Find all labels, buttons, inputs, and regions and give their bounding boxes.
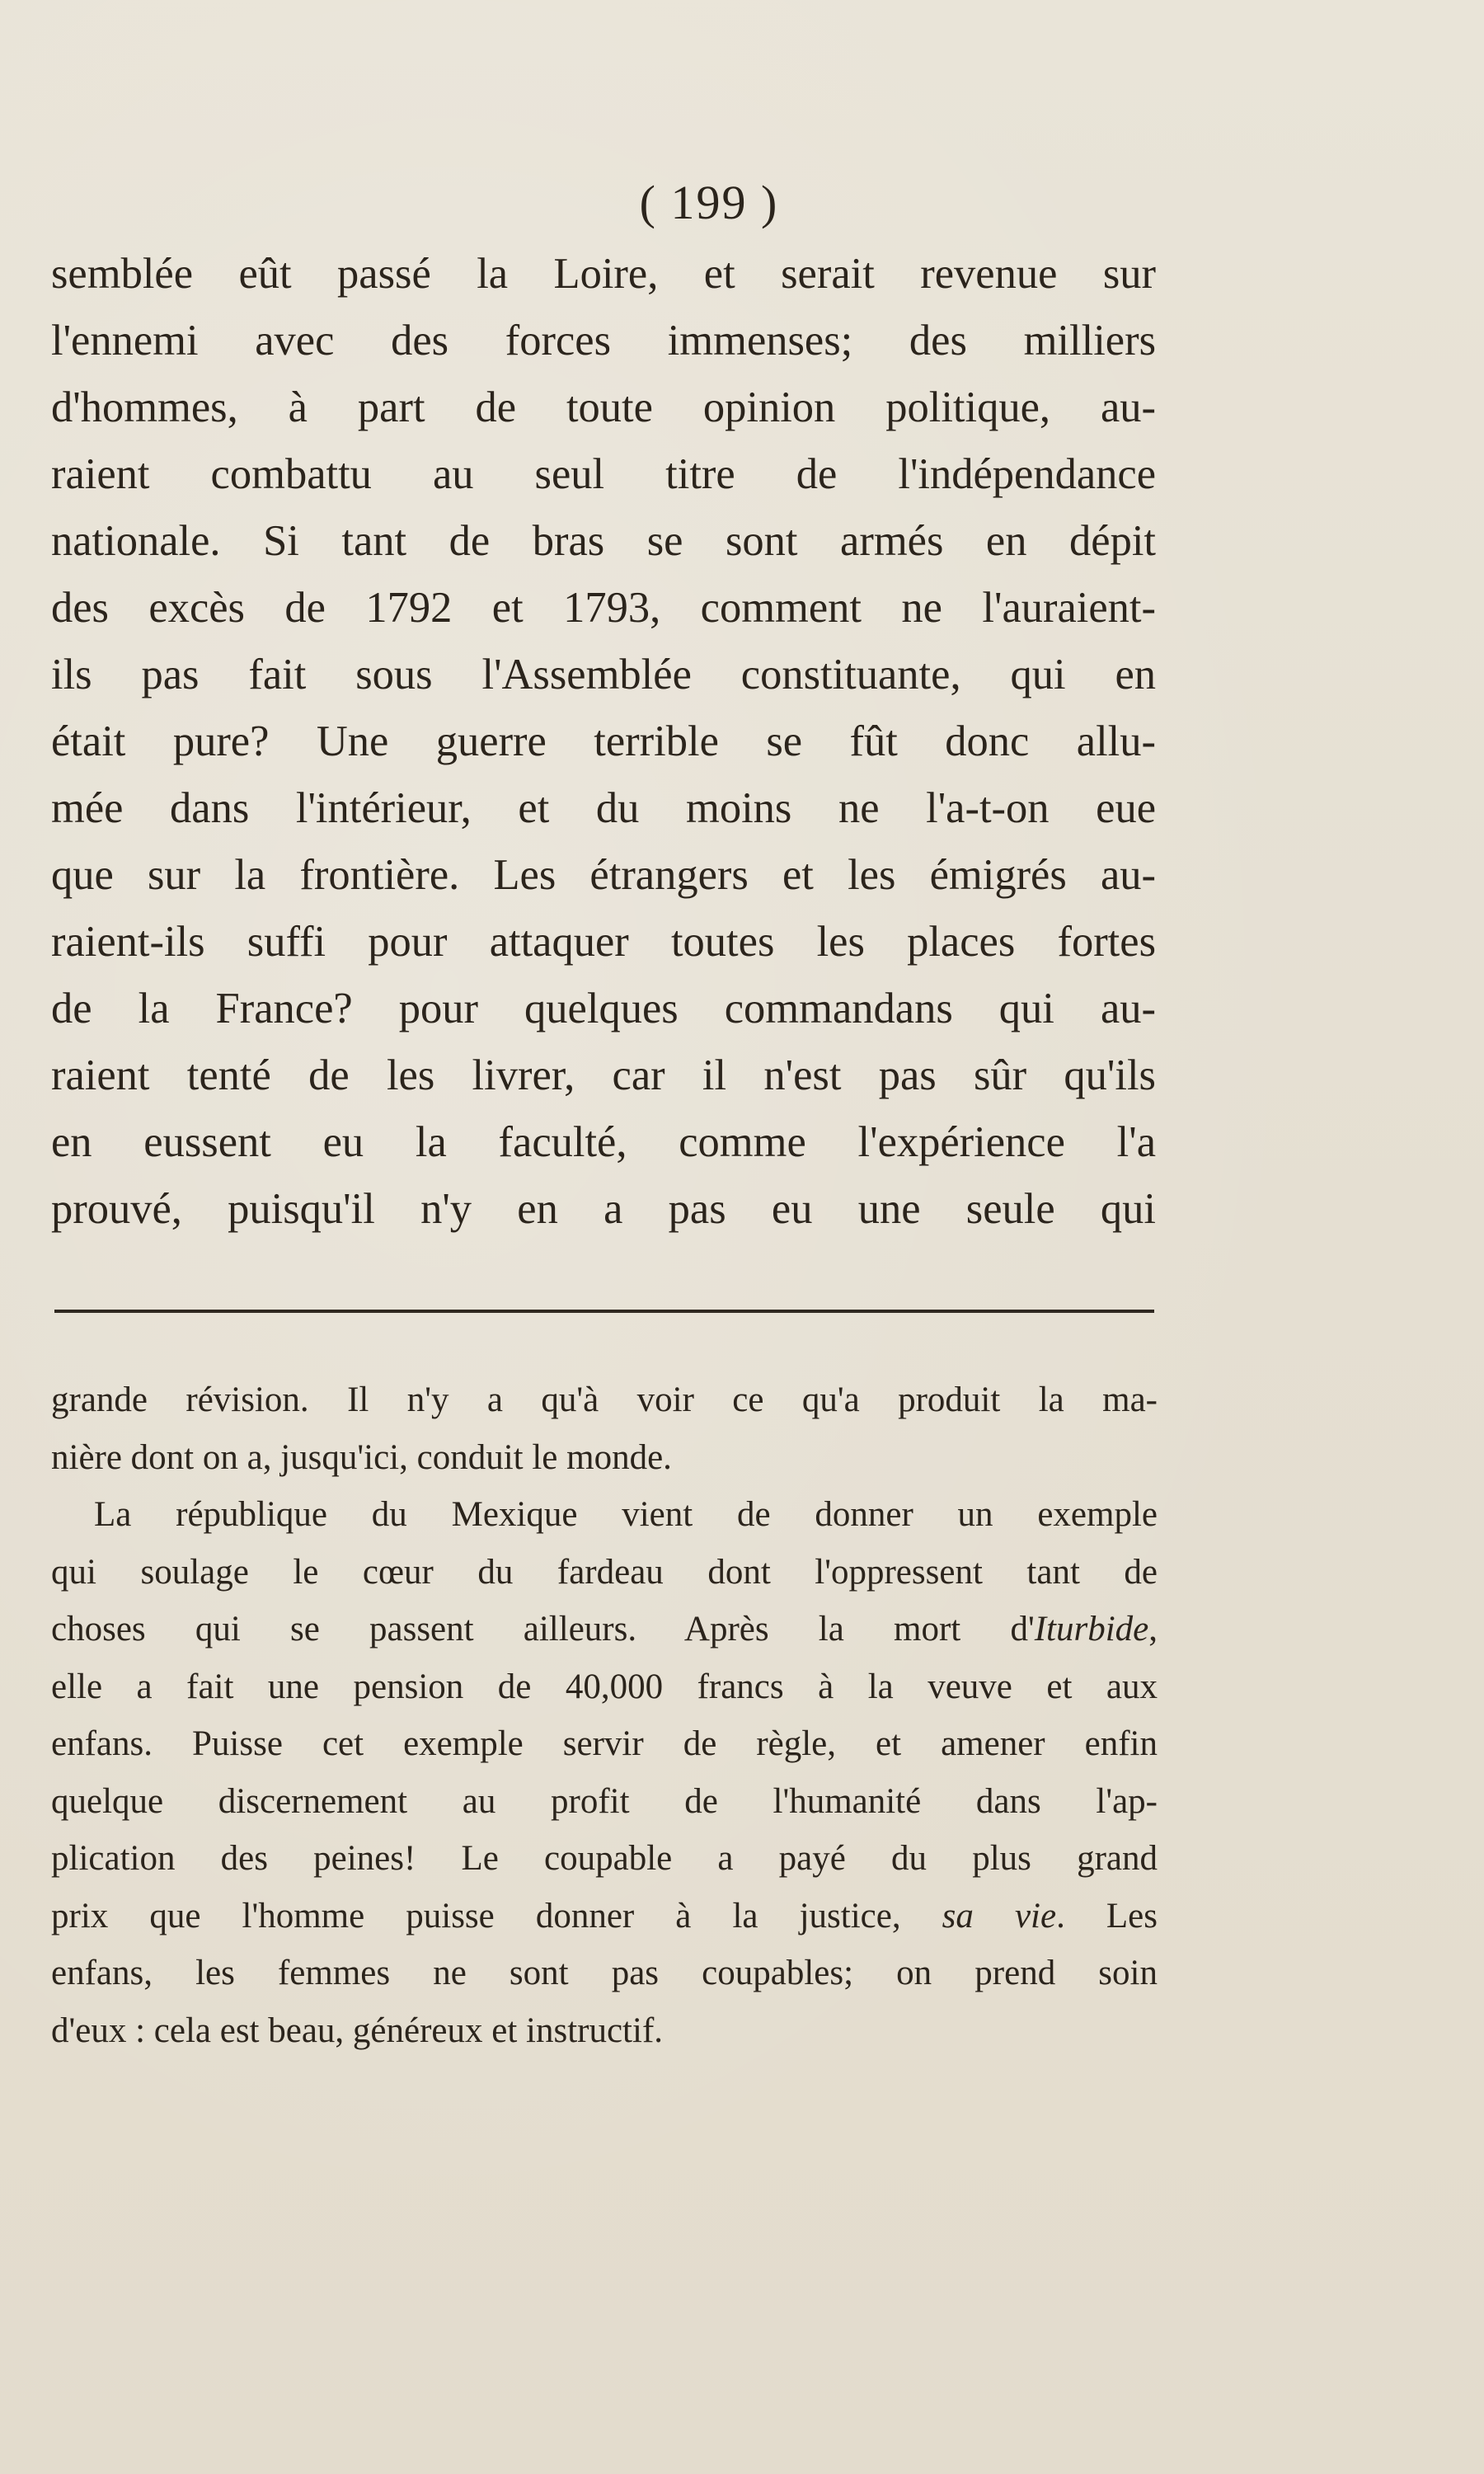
footnote-line: La république du Mexique vient de donner un exemple xyxy=(94,1495,1158,1534)
main-text-line: en eussent eu la faculté, comme l'expérience l'a xyxy=(51,1118,1156,1166)
page-number: ( 199 ) xyxy=(639,176,779,229)
main-text-line: nationale. Si tant de bras se sont armés en dépit xyxy=(51,517,1156,565)
main-text-line: raient tenté de les livrer, car il n'est pas sûr qu'ils xyxy=(51,1051,1156,1099)
footnote-line: enfans, les femmes ne sont pas coupables; on prend soin xyxy=(51,1954,1158,1992)
main-text-line: mée dans l'intérieur, et du moins ne l'a-t-on eue xyxy=(51,784,1156,832)
footnote-line: nière dont on a, jusqu'ici, conduit le monde. xyxy=(51,1437,672,1477)
main-text-line: de la France? pour quelques commandans qui au- xyxy=(51,985,1156,1032)
footnote-line: enfans. Puisse cet exemple servir de règle, et amener enfin xyxy=(51,1724,1158,1763)
footnote-line: qui soulage le cœur du fardeau dont l'oppressent tant de xyxy=(51,1552,1158,1592)
footnote-line: elle a fait une pension de 40,000 francs à la veuve et aux xyxy=(51,1667,1158,1706)
main-text-line: ils pas fait sous l'Assemblée constituante, qui en xyxy=(51,651,1156,698)
main-text-line: d'hommes, à part de toute opinion politique, au- xyxy=(51,383,1156,431)
main-text-line: prouvé, puisqu'il n'y en a pas eu une seule qui xyxy=(51,1185,1156,1233)
main-text-line: des excès de 1792 et 1793, comment ne l'auraient- xyxy=(51,584,1156,632)
footnote-line xyxy=(51,1601,1158,1658)
main-text-line: était pure? Une guerre terrible se fût donc allu- xyxy=(51,717,1156,765)
main-text xyxy=(51,241,1156,1243)
main-text-line: que sur la frontière. Les étrangers et les émigrés au- xyxy=(51,851,1156,899)
main-text-line: l'ennemi avec des forces immenses; des milliers xyxy=(51,317,1156,365)
footnote-line: plication des peines! Le coupable a payé du plus grand xyxy=(51,1839,1158,1878)
main-text-line: semblée eût passé la Loire, et serait revenue sur xyxy=(51,250,1156,298)
footnote-text: . Les xyxy=(1056,1896,1158,1935)
footnote xyxy=(51,1371,1158,2059)
main-text-line: raient combattu au seul titre de l'indépendance xyxy=(51,450,1156,498)
footnote-line: d'eux : cela est beau, généreux et instructif. xyxy=(51,2011,664,2050)
footnote-separator-rule xyxy=(54,1310,1154,1313)
footnote-italic-phrase: sa vie xyxy=(942,1896,1057,1935)
footnote-text: , xyxy=(1148,1610,1158,1649)
footnote-italic-name: Iturbide xyxy=(1034,1610,1149,1649)
footnote-line xyxy=(51,1888,1158,1945)
main-text-line: raient-ils suffi pour attaquer toutes les places fortes xyxy=(51,918,1156,966)
footnote-line: quelque discernement au profit de l'humanité dans l'ap- xyxy=(51,1781,1158,1821)
footnote-line: grande révision. Il n'y a qu'à voir ce qu'a produit la ma- xyxy=(51,1380,1158,1419)
footnote-text: prix que l'homme puisse donner à la justice, xyxy=(51,1896,942,1935)
footnote-text: choses qui se passent ailleurs. Après la mort d' xyxy=(51,1610,1035,1649)
